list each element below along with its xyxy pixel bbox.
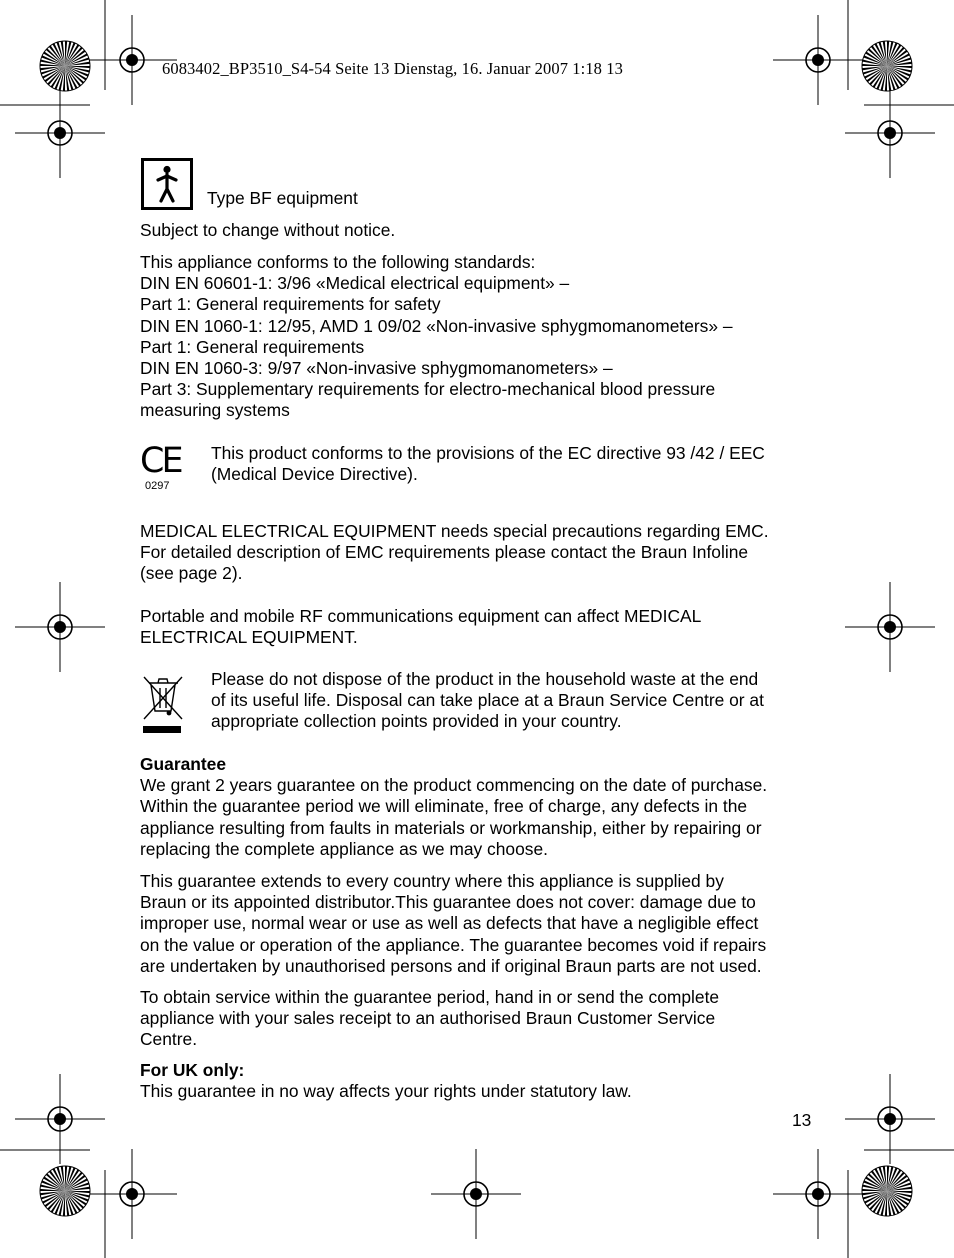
standards-line: DIN EN 60601-1: 3/96 «Medical electrical equipment» – [140, 273, 570, 294]
guarantee-line: Within the guarantee period we will eliminate, free of charge, any defects in the [140, 796, 748, 817]
standards-line: This appliance conforms to the following standards: [140, 252, 536, 272]
registration-mark-icon [845, 88, 935, 178]
guarantee-line: are undertaken by unauthorised persons and if original Braun parts are not used. [140, 955, 762, 976]
starburst-mark-icon [40, 1166, 90, 1216]
ce-text-block [211, 443, 765, 485]
guarantee-line: To obtain service within the guarantee period, hand in or send the complete [140, 987, 720, 1007]
notice-text: Subject to change without notice. [140, 220, 396, 240]
standards-line: DIN EN 1060-3: 9/97 «Non-invasive sphygmomanometers» – [140, 358, 613, 379]
uk-text: This guarantee in no way affects your rights under statutory law. [140, 1081, 632, 1102]
guarantee-line: Centre. [140, 1029, 198, 1050]
registration-mark-icon [15, 88, 105, 178]
type-bf-label: Type BF equipment [207, 188, 358, 208]
ce-line: (Medical Device Directive). [211, 464, 418, 485]
emc-line: For detailed description of EMC requirements please contact the Braun Infoline [140, 542, 749, 563]
emc-line: MEDICAL ELECTRICAL EQUIPMENT needs special precautions regarding EMC. [140, 521, 769, 541]
weee-line: appropriate collection points provided in your country. [211, 711, 622, 732]
registration-mark-icon [431, 1149, 521, 1239]
print-slug: 6083402_BP3510_S4-54 Seite 13 Dienstag, 16. Januar 2007 1:18 13 [162, 59, 623, 78]
guarantee-line: Braun or its appointed distributor.This guarantee does not cover: damage due to [140, 892, 756, 913]
rf-line: ELECTRICAL EQUIPMENT. [140, 627, 358, 648]
guarantee-section [140, 754, 767, 860]
registration-mark-icon [773, 1149, 863, 1239]
weee-text-block [211, 669, 764, 733]
guarantee-service-block [140, 987, 719, 1051]
registration-mark-icon [15, 582, 105, 672]
guarantee-line: improper use, normal wear or use as well as defects that have a negligible effect [140, 913, 759, 934]
ce-notified-body-number: 0297 [145, 480, 170, 492]
standards-line: Part 3: Supplementary requirements for electro-mechanical blood pressure [140, 379, 716, 400]
rf-block [140, 606, 701, 648]
rf-line: Portable and mobile RF communications equipment can affect MEDICAL [140, 606, 702, 626]
standards-line: measuring systems [140, 400, 290, 421]
guarantee-line: We grant 2 years guarantee on the product commencing on the date of purchase. [140, 775, 768, 796]
uk-section [140, 1060, 632, 1102]
standards-block [140, 252, 733, 422]
starburst-mark-icon [862, 1166, 912, 1216]
registration-mark-icon [845, 582, 935, 672]
guarantee-line: appliance resulting from faults in materials or workmanship, either by repairing or [140, 817, 762, 838]
guarantee-line: appliance with your sales receipt to an authorised Braun Customer Service [140, 1008, 716, 1029]
page-number: 13 [792, 1110, 812, 1130]
registration-mark-icon [87, 1149, 177, 1239]
ce-mark-icon [140, 441, 182, 493]
starburst-mark-icon [862, 41, 912, 91]
emc-line: (see page 2). [140, 563, 243, 584]
type-bf-person-icon [141, 158, 193, 210]
guarantee-heading: Guarantee [140, 754, 227, 774]
guarantee-line: on the value or operation of the appliance. The guarantee becomes void if repairs [140, 934, 767, 955]
registration-mark-icon [773, 15, 863, 105]
uk-heading: For UK only: [140, 1060, 245, 1080]
starburst-mark-icon [40, 41, 90, 91]
standards-line: Part 1: General requirements for safety [140, 294, 441, 315]
standards-line: Part 1: General requirements [140, 336, 365, 357]
weee-line: of its useful life. Disposal can take place at a Braun Service Centre or at [211, 690, 764, 711]
ce-mark-letters: CE [140, 441, 181, 481]
weee-line: Please do not dispose of the product in the household waste at the end [211, 669, 759, 689]
guarantee-line: replacing the complete appliance as we may choose. [140, 838, 548, 859]
standards-line: DIN EN 1060-1: 12/95, AMD 1 09/02 «Non-invasive sphygmomanometers» – [140, 315, 733, 336]
crossed-out-bin-icon [140, 673, 186, 735]
emc-block [140, 521, 769, 585]
guarantee-line: This guarantee extends to every country where this appliance is supplied by [140, 871, 724, 891]
ce-line: This product conforms to the provisions of the EC directive 93 /42 / EEC [211, 443, 765, 463]
guarantee-scope-block [140, 871, 766, 977]
